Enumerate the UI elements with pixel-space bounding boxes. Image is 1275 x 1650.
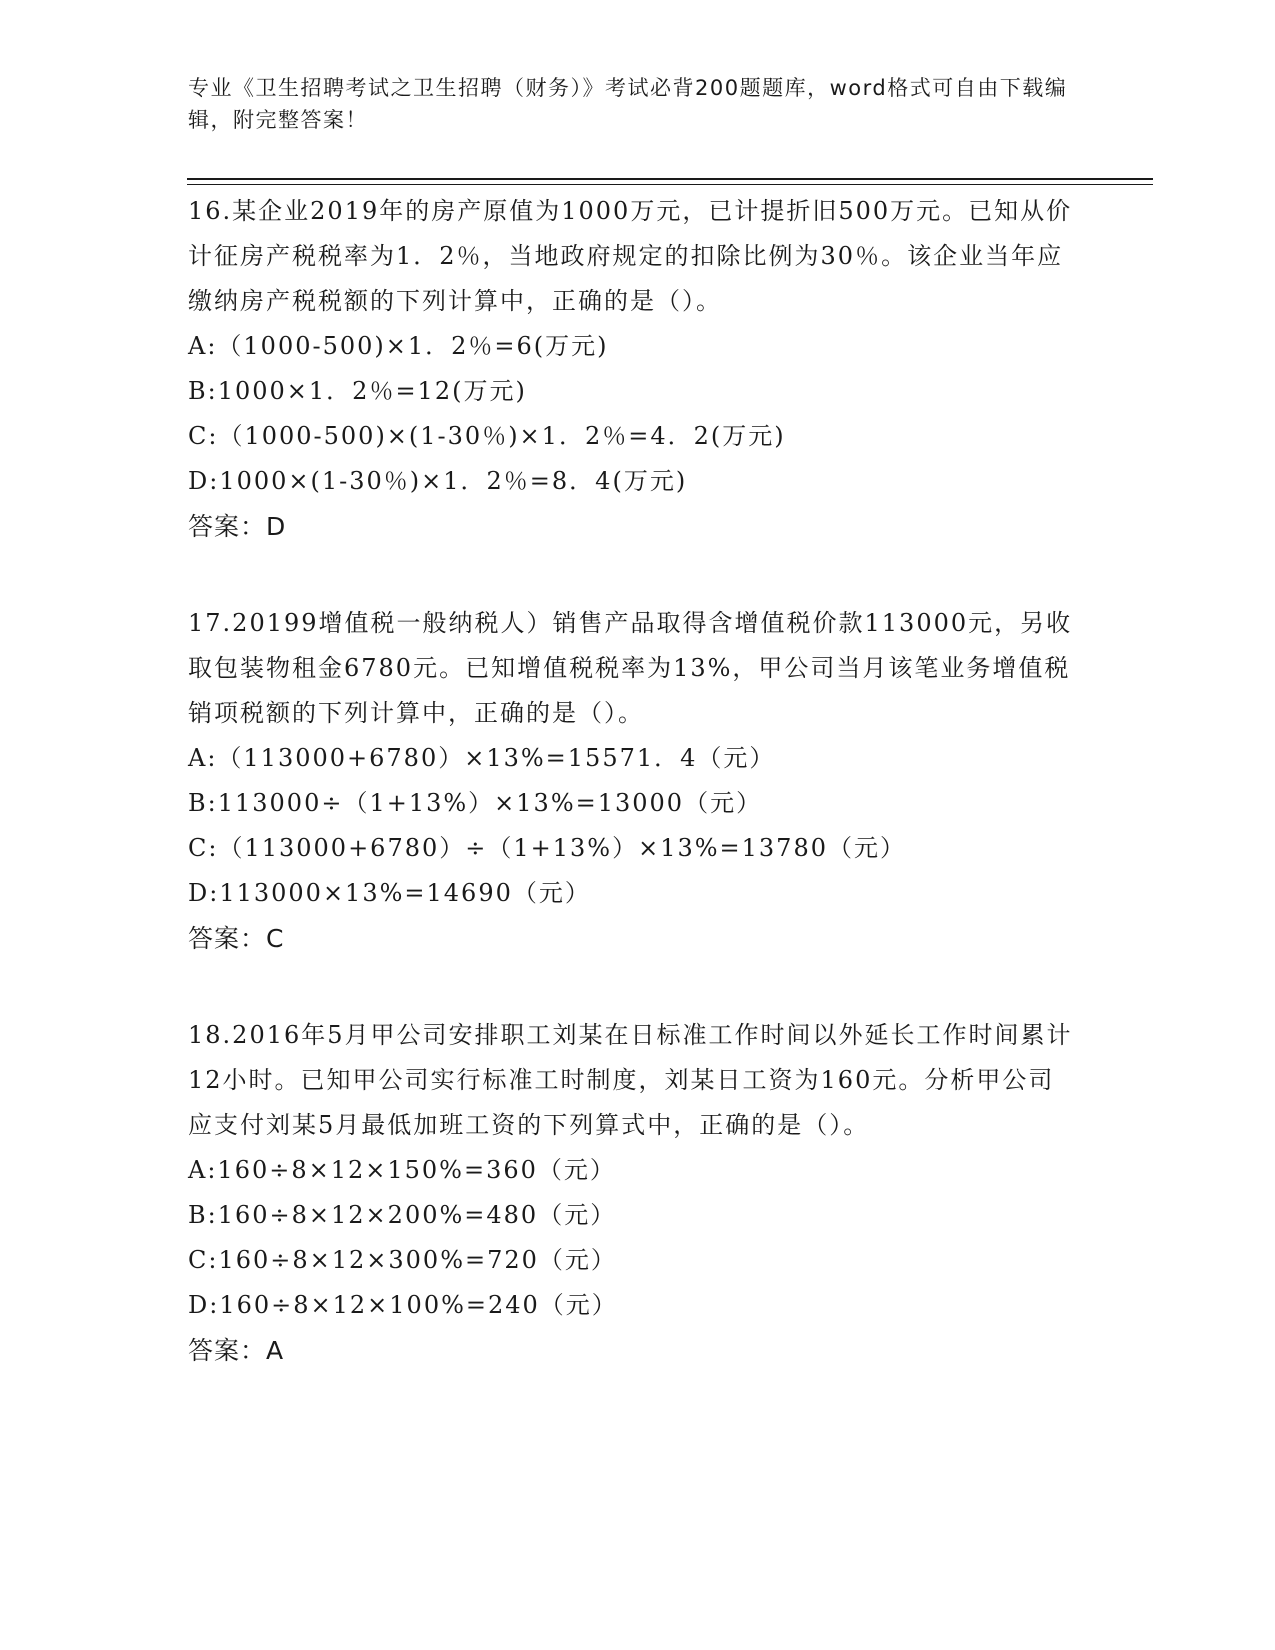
question-17 — [188, 601, 1078, 961]
option-a: A:（113000+6780）×13%=15571．4（元） — [188, 744, 776, 772]
answer-line: 答案：D — [188, 512, 287, 541]
question-16 — [188, 189, 1078, 549]
option-d: D:1000×(1-30％)×1．2％=8．4(万元) — [188, 467, 688, 495]
option-d: D:113000×13%=14690（元） — [188, 879, 591, 907]
question-stem: 17.20199增值税一般纳税人）销售产品取得含增值税价款113000元，另收取包装物租金6780元。已知增值税税率为13%，甲公司当月该笔业务增值税销项税额的下列计算中，正确的是（）。 — [188, 609, 1073, 727]
option-b: B:1000×1．2％=12(万元) — [188, 377, 527, 405]
question-stem: 18.2016年5月甲公司安排职工刘某在日标准工作时间以外延长工作时间累计12小时。已知甲公司实行标准工时制度，刘某日工资为160元。分析甲公司应支付刘某5月最低加班工资的下列算式中，正确的是（）。 — [188, 1021, 1073, 1139]
option-c: C:（1000-500)×(1-30％)×1．2％=4．2(万元) — [188, 422, 786, 450]
option-b: B:160÷8×12×200%=480（元） — [188, 1201, 617, 1229]
question-18 — [188, 1013, 1078, 1373]
header-divider-thick — [187, 178, 1153, 180]
option-d: D:160÷8×12×100%=240（元） — [188, 1291, 618, 1319]
option-a: A:160÷8×12×150%=360（元） — [188, 1156, 616, 1184]
option-b: B:113000÷（1+13%）×13%=13000（元） — [188, 789, 763, 817]
option-c: C:（113000+6780）÷（1+13%）×13%=13780（元） — [188, 834, 906, 862]
header-divider-thin — [187, 184, 1153, 185]
option-c: C:160÷8×12×300%=720（元） — [188, 1246, 617, 1274]
document-header: 专业《卫生招聘考试之卫生招聘（财务）》考试必背200题题库，word格式可自由下载编辑，附完整答案！ — [188, 76, 1068, 132]
answer-line: 答案：A — [188, 1336, 285, 1365]
option-a: A:（1000-500)×1．2％=6(万元) — [188, 332, 609, 360]
question-stem: 16.某企业2019年的房产原值为1000万元，已计提折旧500万元。已知从价计征房产税税率为1．2％，当地政府规定的扣除比例为30％。该企业当年应缴纳房产税税额的下列计算中，正确的是（）。 — [188, 197, 1073, 315]
answer-line: 答案：C — [188, 924, 285, 953]
